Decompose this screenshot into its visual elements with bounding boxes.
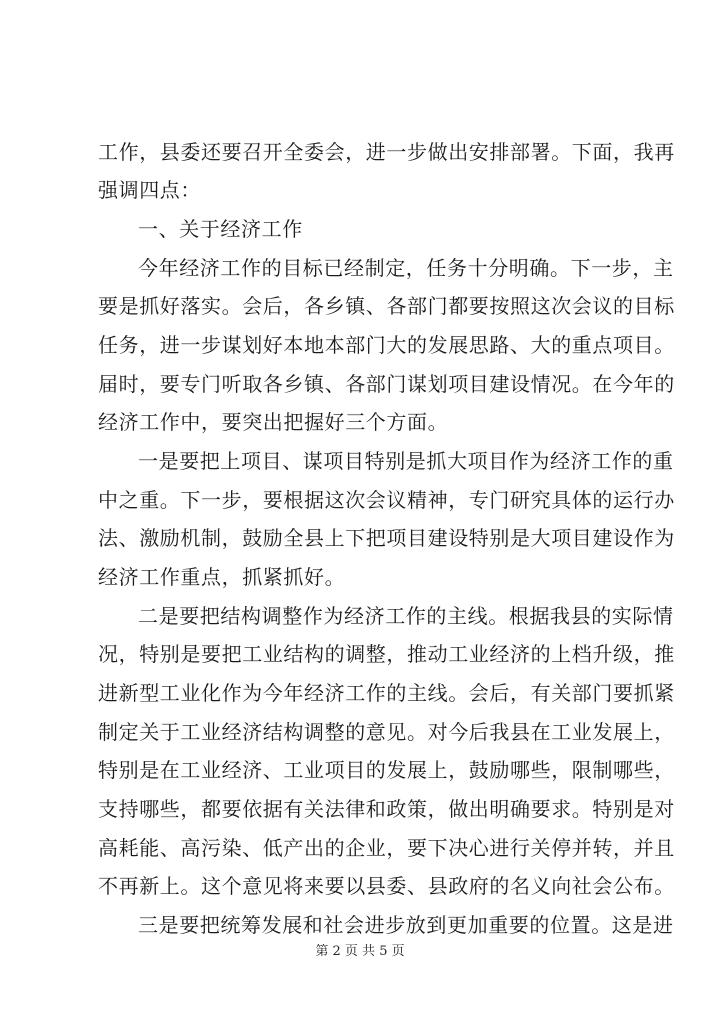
text-line: 任务，进一步谋划好本地本部门大的发展思路、大的重点项目。 bbox=[98, 333, 675, 357]
text-line: 法、激励机制，鼓励全县上下把项目建设特别是大项目建设作为 bbox=[98, 526, 675, 550]
text-line: 要是抓好落实。会后，各乡镇、各部门都要按照这次会议的目标 bbox=[98, 294, 675, 318]
text-line: 今年经济工作的目标已经制定，任务十分明确。下一步，主 bbox=[138, 256, 674, 280]
text-line: 制定关于工业经济结构调整的意见。对今后我县在工业发展上， bbox=[98, 720, 675, 744]
section-heading: 一、关于经济工作 bbox=[138, 217, 303, 241]
text-line: 经济工作中，要突出把握好三个方面。 bbox=[98, 410, 449, 434]
text-line: 二是要把结构调整作为经济工作的主线。根据我县的实际情 bbox=[138, 604, 674, 628]
text-line: 支持哪些，都要依据有关法律和政策，做出明确要求。特别是对 bbox=[98, 797, 675, 821]
text-line: 不再新上。这个意见将来要以县委、县政府的名义向社会公布。 bbox=[98, 874, 675, 898]
text-line: 一是要把上项目、谋项目特别是抓大项目作为经济工作的重 bbox=[138, 449, 674, 473]
text-line: 经济工作重点，抓紧抓好。 bbox=[98, 565, 346, 589]
text-line: 况，特别是要把工业结构的调整，推动工业经济的上档升级，推 bbox=[98, 642, 675, 666]
text-line: 工作，县委还要召开全委会，进一步做出安排部署。下面，我再 bbox=[98, 140, 675, 164]
text-line: 强调四点： bbox=[98, 178, 201, 202]
text-line: 高耗能、高污染、低产出的企业，要下决心进行关停并转，并且 bbox=[98, 836, 675, 860]
page-footer: 第 2 页 共 5 页 bbox=[315, 944, 405, 959]
text-line: 三是要把统筹发展和社会进步放到更加重要的位置。这是进 bbox=[138, 913, 674, 937]
text-line: 进新型工业化作为今年经济工作的主线。会后，有关部门要抓紧 bbox=[98, 681, 675, 705]
text-line: 中之重。下一步，要根据这次会议精神，专门研究具体的运行办 bbox=[98, 488, 675, 512]
text-line: 特别是在工业经济、工业项目的发展上，鼓励哪些，限制哪些， bbox=[98, 758, 675, 782]
text-line: 届时，要专门听取各乡镇、各部门谋划项目建设情况。在今年的 bbox=[98, 372, 675, 396]
